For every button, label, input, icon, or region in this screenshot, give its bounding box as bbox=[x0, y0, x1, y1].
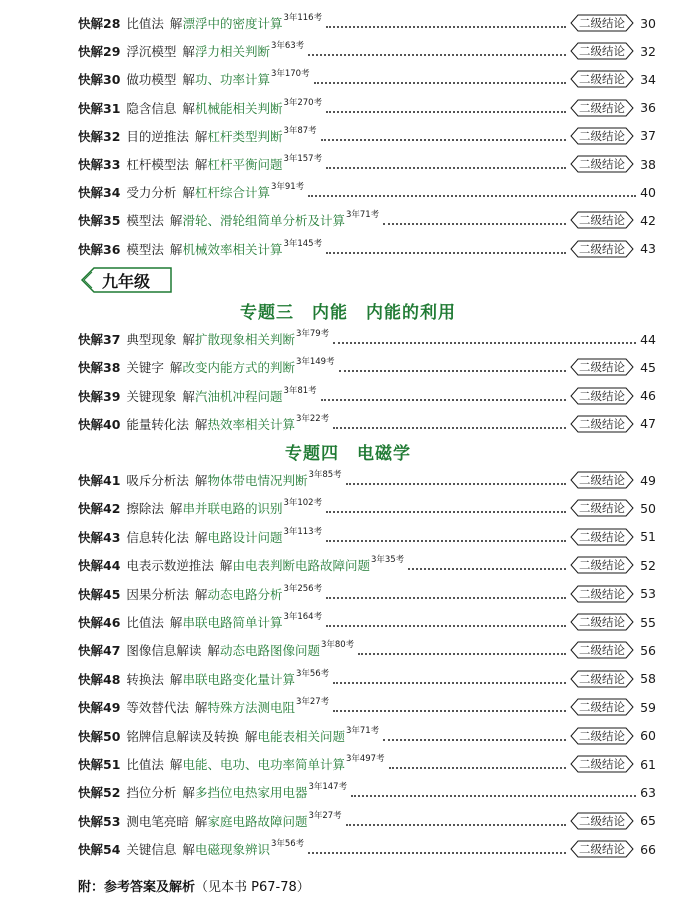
entry-page-number: 65 bbox=[640, 813, 656, 829]
entry-solve-label: 解 bbox=[182, 185, 195, 201]
toc-entry[interactable] bbox=[78, 97, 656, 119]
entry-method: 杠杆模型法 bbox=[126, 157, 189, 172]
entry-page-number: 37 bbox=[640, 128, 656, 144]
entry-exam-count: 3年56考 bbox=[270, 839, 305, 850]
entry-number: 快解46 bbox=[78, 615, 121, 630]
entry-method: 浮沉模型 bbox=[126, 44, 177, 60]
badge-label: 二级结论 bbox=[579, 473, 625, 487]
dot-leader bbox=[321, 399, 566, 401]
dot-leader bbox=[326, 511, 566, 513]
entry-solve-label: 解 bbox=[194, 586, 208, 602]
entry-solve-label: 解 bbox=[219, 558, 233, 574]
entry-page-number: 56 bbox=[640, 642, 656, 658]
entry-method: 图像信息解读 bbox=[126, 643, 202, 659]
badge-label: 二级结论 bbox=[579, 700, 625, 715]
toc-entry[interactable] bbox=[78, 696, 656, 718]
badge-label: 二级结论 bbox=[579, 501, 625, 516]
entry-method: 典型现象 bbox=[126, 332, 177, 347]
entry-number: 快解54 bbox=[78, 842, 121, 858]
entry-solve-label: 解 bbox=[169, 757, 183, 772]
conclusion-badge bbox=[570, 70, 634, 88]
entry-exam-count: 3年63考 bbox=[270, 41, 305, 52]
conclusion-badge bbox=[570, 471, 634, 489]
entry-method: 等效替代法 bbox=[126, 700, 189, 716]
entry-method: 关键信息 bbox=[126, 842, 177, 858]
conclusion-badge bbox=[570, 698, 634, 716]
badge-label: 二级结论 bbox=[579, 558, 625, 573]
dot-leader bbox=[333, 710, 566, 712]
entry-number: 快解38 bbox=[78, 360, 121, 376]
entry-number: 快解49 bbox=[78, 700, 121, 716]
conclusion-badge bbox=[570, 528, 634, 546]
toc-entry[interactable] bbox=[78, 356, 656, 378]
entry-method: 测电笔亮暗 bbox=[126, 813, 189, 829]
entry-exam-count: 3年81考 bbox=[283, 385, 317, 396]
toc-entry[interactable] bbox=[78, 209, 656, 231]
badge-label: 二级结论 bbox=[579, 128, 625, 143]
entry-method: 擦除法 bbox=[126, 501, 164, 517]
entry-solve-label: 解 bbox=[169, 16, 183, 31]
entry-solve-label: 解 bbox=[169, 360, 183, 376]
entry-exam-count: 3年147考 bbox=[308, 782, 348, 793]
toc-entry[interactable] bbox=[78, 639, 656, 661]
badge-label: 二级结论 bbox=[579, 615, 625, 629]
conclusion-badge bbox=[570, 613, 634, 631]
entry-method: 铭牌信息解读及转换 bbox=[126, 728, 239, 744]
entry-solve-label: 解 bbox=[169, 671, 183, 687]
entry-topic: 杠杆类型判断 bbox=[207, 128, 283, 144]
footer-label: 附：参考答案及解析 bbox=[78, 880, 196, 895]
conclusion-badge bbox=[570, 14, 634, 32]
entry-solve-label: 解 bbox=[244, 728, 258, 744]
dot-leader bbox=[383, 739, 566, 741]
dot-leader bbox=[326, 252, 566, 254]
entry-method: 电表示数逆推法 bbox=[126, 558, 214, 574]
badge-label: 二级结论 bbox=[579, 16, 625, 30]
conclusion-badge bbox=[570, 556, 634, 574]
entry-method: 模型法 bbox=[126, 241, 164, 257]
conclusion-badge bbox=[570, 42, 634, 60]
entry-topic: 动态电路图像问题 bbox=[219, 643, 320, 659]
entry-page-number: 30 bbox=[640, 15, 656, 31]
dot-leader bbox=[326, 540, 566, 542]
conclusion-badge bbox=[570, 840, 634, 858]
entry-page-number: 44 bbox=[640, 331, 656, 347]
dot-leader bbox=[314, 82, 566, 84]
entry-exam-count: 3年116考 bbox=[283, 13, 323, 23]
conclusion-badge bbox=[570, 755, 634, 773]
entry-solve-label: 解 bbox=[182, 388, 195, 404]
entry-method: 做功模型 bbox=[126, 72, 177, 88]
conclusion-badge bbox=[570, 727, 634, 745]
entry-solve-label: 解 bbox=[169, 213, 183, 229]
entry-number: 快解35 bbox=[78, 213, 121, 229]
entry-number: 快解47 bbox=[78, 643, 121, 659]
entry-exam-count: 3年80考 bbox=[320, 640, 355, 651]
toc-entry[interactable] bbox=[78, 153, 656, 175]
entry-exam-count: 3年85考 bbox=[308, 470, 342, 480]
entry-solve-label: 解 bbox=[194, 700, 208, 716]
entry-topic: 家庭电路故障问题 bbox=[207, 813, 308, 829]
dot-leader bbox=[346, 483, 566, 485]
entry-page-number: 47 bbox=[640, 416, 656, 432]
entry-topic: 电磁现象辨识 bbox=[194, 842, 270, 858]
dot-leader bbox=[321, 139, 566, 141]
entry-topic: 改变内能方式的判断 bbox=[182, 360, 295, 376]
entry-exam-count: 3年35考 bbox=[370, 555, 405, 566]
badge-label: 二级结论 bbox=[579, 388, 625, 403]
entry-topic: 滑轮、滑轮组简单分析及计算 bbox=[182, 213, 345, 229]
entry-topic: 浮力相关判断 bbox=[194, 44, 270, 60]
dot-leader bbox=[339, 370, 566, 372]
entry-topic: 漂浮中的密度计算 bbox=[182, 16, 283, 31]
entry-exam-count: 3年91考 bbox=[270, 182, 305, 193]
entry-method: 比值法 bbox=[126, 615, 164, 630]
entry-method: 转换法 bbox=[126, 671, 164, 687]
badge-label: 二级结论 bbox=[579, 842, 625, 857]
entry-exam-count: 3年170考 bbox=[270, 69, 310, 80]
toc-entry[interactable] bbox=[78, 469, 656, 491]
entry-number: 快解39 bbox=[78, 388, 121, 404]
badge-label: 二级结论 bbox=[579, 72, 625, 87]
entry-exam-count: 3年256考 bbox=[283, 583, 323, 594]
badge-label: 二级结论 bbox=[579, 728, 625, 743]
entry-page-number: 52 bbox=[640, 557, 656, 573]
dot-leader bbox=[326, 26, 566, 28]
grade-label: 九年级 bbox=[102, 272, 151, 291]
entry-topic: 电路设计问题 bbox=[207, 529, 283, 545]
toc-entry[interactable] bbox=[78, 328, 656, 350]
entry-topic: 串并联电路的识别 bbox=[182, 501, 283, 517]
entry-topic: 多挡位电热家用电器 bbox=[194, 785, 308, 801]
dot-leader bbox=[308, 54, 566, 56]
dot-leader bbox=[326, 111, 566, 113]
entry-page-number: 51 bbox=[640, 529, 656, 545]
entry-number: 快解44 bbox=[78, 558, 121, 574]
dot-leader bbox=[358, 653, 566, 655]
entry-number: 快解42 bbox=[78, 501, 121, 517]
entry-topic: 特殊方法测电阻 bbox=[207, 700, 295, 716]
entry-exam-count: 3年149考 bbox=[295, 357, 335, 368]
entry-page-number: 46 bbox=[640, 388, 656, 404]
entry-solve-label: 解 bbox=[169, 501, 183, 517]
badge-label: 二级结论 bbox=[579, 44, 625, 59]
conclusion-badge bbox=[570, 641, 634, 659]
section-title-electromagnetism: 专题四 电磁学 bbox=[285, 444, 411, 464]
dot-leader bbox=[333, 427, 566, 429]
footer-reference: （见本书 P67-78） bbox=[195, 880, 310, 895]
toc-entry[interactable] bbox=[78, 668, 656, 690]
entry-topic: 由电表判断电路故障问题 bbox=[232, 558, 370, 574]
entry-method: 比值法 bbox=[126, 16, 164, 31]
toc-entry[interactable] bbox=[78, 12, 656, 34]
entry-exam-count: 3年22考 bbox=[295, 413, 330, 424]
badge-label: 二级结论 bbox=[579, 757, 625, 771]
entry-page-number: 63 bbox=[640, 784, 656, 800]
entry-solve-label: 解 bbox=[182, 785, 195, 801]
dot-leader bbox=[333, 342, 636, 344]
entry-exam-count: 3年56考 bbox=[295, 668, 330, 679]
badge-label: 二级结论 bbox=[579, 586, 625, 601]
entry-topic: 电能、电功、电功率简单计算 bbox=[182, 757, 345, 772]
conclusion-badge bbox=[570, 155, 634, 173]
toc-entry[interactable] bbox=[78, 611, 656, 633]
entry-number: 快解31 bbox=[78, 100, 121, 116]
dot-leader bbox=[408, 568, 566, 570]
entry-page-number: 45 bbox=[640, 359, 656, 375]
dot-leader bbox=[308, 852, 566, 854]
entry-solve-label: 解 bbox=[182, 44, 195, 60]
entry-topic: 扩散现象相关判断 bbox=[194, 332, 295, 347]
entry-topic: 功、功率计算 bbox=[194, 72, 270, 88]
toc-entry[interactable] bbox=[78, 810, 656, 832]
entry-number: 快解32 bbox=[78, 128, 121, 144]
entry-number: 快解30 bbox=[78, 72, 121, 88]
toc-entry[interactable] bbox=[78, 238, 656, 260]
entry-page-number: 61 bbox=[640, 756, 656, 772]
entry-topic: 热效率相关计算 bbox=[207, 416, 295, 432]
entry-number: 快解43 bbox=[78, 529, 121, 545]
dot-leader bbox=[389, 767, 566, 769]
toc-entry[interactable] bbox=[78, 583, 656, 605]
entry-solve-label: 解 bbox=[169, 241, 183, 257]
badge-label: 二级结论 bbox=[579, 643, 625, 658]
entry-number: 快解36 bbox=[78, 241, 121, 257]
entry-page-number: 58 bbox=[640, 671, 656, 687]
entry-page-number: 55 bbox=[640, 614, 656, 630]
conclusion-badge bbox=[570, 240, 634, 258]
entry-solve-label: 解 bbox=[194, 416, 208, 432]
dot-leader bbox=[333, 682, 566, 684]
entry-exam-count: 3年27考 bbox=[308, 810, 342, 821]
badge-label: 二级结论 bbox=[579, 416, 625, 431]
badge-label: 二级结论 bbox=[579, 813, 625, 828]
toc-entry[interactable] bbox=[78, 68, 656, 90]
conclusion-badge bbox=[570, 358, 634, 376]
footer-note bbox=[78, 876, 310, 895]
entry-solve-label: 解 bbox=[194, 157, 208, 172]
entry-solve-label: 解 bbox=[182, 72, 195, 88]
badge-label: 二级结论 bbox=[579, 157, 625, 171]
entry-exam-count: 3年497考 bbox=[345, 754, 385, 764]
toc-entry[interactable] bbox=[78, 838, 656, 860]
entry-number: 快解48 bbox=[78, 671, 121, 687]
entry-number: 快解51 bbox=[78, 757, 121, 772]
entry-topic: 机械能相关判断 bbox=[194, 100, 283, 116]
toc-entry[interactable] bbox=[78, 526, 656, 548]
entry-number: 快解34 bbox=[78, 185, 121, 201]
entry-exam-count: 3年27考 bbox=[295, 697, 330, 708]
toc-entry[interactable] bbox=[78, 497, 656, 519]
conclusion-badge bbox=[570, 127, 634, 145]
entry-solve-label: 解 bbox=[169, 615, 183, 630]
entry-page-number: 59 bbox=[640, 699, 656, 715]
entry-exam-count: 3年87考 bbox=[283, 125, 317, 136]
conclusion-badge bbox=[570, 585, 634, 603]
conclusion-badge bbox=[570, 812, 634, 830]
entry-topic: 动态电路分析 bbox=[207, 586, 283, 602]
entry-solve-label: 解 bbox=[194, 813, 208, 829]
entry-page-number: 42 bbox=[640, 212, 656, 228]
conclusion-badge bbox=[570, 99, 634, 117]
entry-number: 快解52 bbox=[78, 785, 121, 801]
entry-method: 关键字 bbox=[126, 360, 164, 376]
entry-page-number: 60 bbox=[640, 728, 656, 744]
entry-page-number: 38 bbox=[640, 156, 656, 172]
toc-entry[interactable] bbox=[78, 725, 656, 747]
entry-topic: 机械效率相关计算 bbox=[182, 241, 283, 257]
entry-method: 因果分析法 bbox=[126, 586, 189, 602]
entry-page-number: 40 bbox=[640, 184, 656, 200]
entry-exam-count: 3年113考 bbox=[283, 526, 323, 537]
entry-page-number: 53 bbox=[640, 586, 656, 602]
entry-method: 比值法 bbox=[126, 757, 164, 772]
entry-number: 快解29 bbox=[78, 44, 121, 60]
entry-number: 快解37 bbox=[78, 332, 121, 347]
toc-entry[interactable] bbox=[78, 385, 656, 407]
entry-page-number: 49 bbox=[640, 472, 656, 488]
entry-page-number: 66 bbox=[640, 841, 656, 857]
entry-number: 快解33 bbox=[78, 157, 121, 172]
dot-leader bbox=[308, 195, 636, 197]
entry-solve-label: 解 bbox=[207, 643, 220, 659]
entry-solve-label: 解 bbox=[194, 128, 208, 144]
entry-solve-label: 解 bbox=[194, 473, 208, 488]
entry-method: 受力分析 bbox=[126, 185, 177, 201]
entry-topic: 串联电路简单计算 bbox=[182, 615, 283, 630]
toc-entry[interactable] bbox=[78, 753, 656, 775]
dot-leader bbox=[326, 597, 566, 599]
entry-method: 隐含信息 bbox=[126, 100, 177, 116]
entry-method: 能量转化法 bbox=[126, 416, 189, 432]
entry-method: 挡位分析 bbox=[126, 785, 177, 801]
entry-topic: 杠杆综合计算 bbox=[194, 185, 270, 201]
entry-page-number: 50 bbox=[640, 500, 656, 516]
entry-exam-count: 3年102考 bbox=[283, 498, 323, 509]
entry-topic: 汽油机冲程问题 bbox=[194, 388, 283, 404]
badge-label: 二级结论 bbox=[579, 213, 625, 228]
entry-exam-count: 3年145考 bbox=[283, 238, 323, 249]
entry-method: 信息转化法 bbox=[126, 529, 189, 545]
entry-number: 快解40 bbox=[78, 416, 121, 432]
dot-leader bbox=[326, 167, 566, 169]
entry-exam-count: 3年71考 bbox=[345, 725, 380, 736]
badge-label: 二级结论 bbox=[579, 671, 625, 686]
toc-entry[interactable] bbox=[78, 413, 656, 435]
grade-tag bbox=[80, 267, 172, 293]
entry-topic: 电能表相关问题 bbox=[257, 728, 345, 744]
entry-method: 吸斥分析法 bbox=[126, 473, 189, 488]
entry-number: 快解50 bbox=[78, 728, 121, 744]
entry-exam-count: 3年270考 bbox=[283, 97, 323, 108]
entry-exam-count: 3年164考 bbox=[283, 612, 323, 622]
entry-page-number: 43 bbox=[640, 241, 656, 257]
section-title-thermal: 专题三 内能 内能的利用 bbox=[240, 303, 456, 323]
entry-solve-label: 解 bbox=[182, 842, 195, 858]
entry-solve-label: 解 bbox=[194, 529, 208, 545]
badge-label: 二级结论 bbox=[579, 360, 625, 375]
entry-method: 目的逆推法 bbox=[126, 128, 189, 144]
entry-exam-count: 3年157考 bbox=[283, 154, 323, 164]
badge-label: 二级结论 bbox=[579, 529, 625, 544]
badge-label: 二级结论 bbox=[579, 241, 625, 256]
conclusion-badge bbox=[570, 387, 634, 405]
entry-topic: 杠杆平衡问题 bbox=[207, 157, 283, 172]
entry-number: 快解45 bbox=[78, 586, 121, 602]
dot-leader bbox=[383, 223, 566, 225]
entry-solve-label: 解 bbox=[182, 100, 195, 116]
entry-method: 模型法 bbox=[126, 213, 164, 229]
toc-entry[interactable] bbox=[78, 40, 656, 62]
entry-number: 快解53 bbox=[78, 813, 121, 829]
badge-label: 二级结论 bbox=[579, 100, 625, 115]
conclusion-badge bbox=[570, 670, 634, 688]
entry-exam-count: 3年79考 bbox=[295, 329, 330, 339]
dot-leader bbox=[326, 625, 566, 627]
toc-entry[interactable] bbox=[78, 781, 656, 803]
dot-leader bbox=[351, 795, 636, 797]
toc-entry[interactable] bbox=[78, 181, 656, 203]
entry-exam-count: 3年71考 bbox=[345, 210, 380, 221]
entry-topic: 物体带电情况判断 bbox=[207, 473, 308, 488]
entry-solve-label: 解 bbox=[182, 332, 195, 347]
entry-topic: 串联电路变化量计算 bbox=[182, 671, 295, 687]
dot-leader bbox=[346, 824, 566, 826]
toc-entry[interactable] bbox=[78, 125, 656, 147]
entry-page-number: 34 bbox=[640, 71, 656, 87]
toc-entry[interactable] bbox=[78, 554, 656, 576]
conclusion-badge bbox=[570, 499, 634, 517]
entry-number: 快解28 bbox=[78, 16, 121, 31]
entry-method: 关键现象 bbox=[126, 388, 177, 404]
conclusion-badge bbox=[570, 211, 634, 229]
entry-number: 快解41 bbox=[78, 473, 121, 488]
entry-page-number: 32 bbox=[640, 43, 656, 59]
entry-page-number: 36 bbox=[640, 100, 656, 116]
conclusion-badge bbox=[570, 415, 634, 433]
